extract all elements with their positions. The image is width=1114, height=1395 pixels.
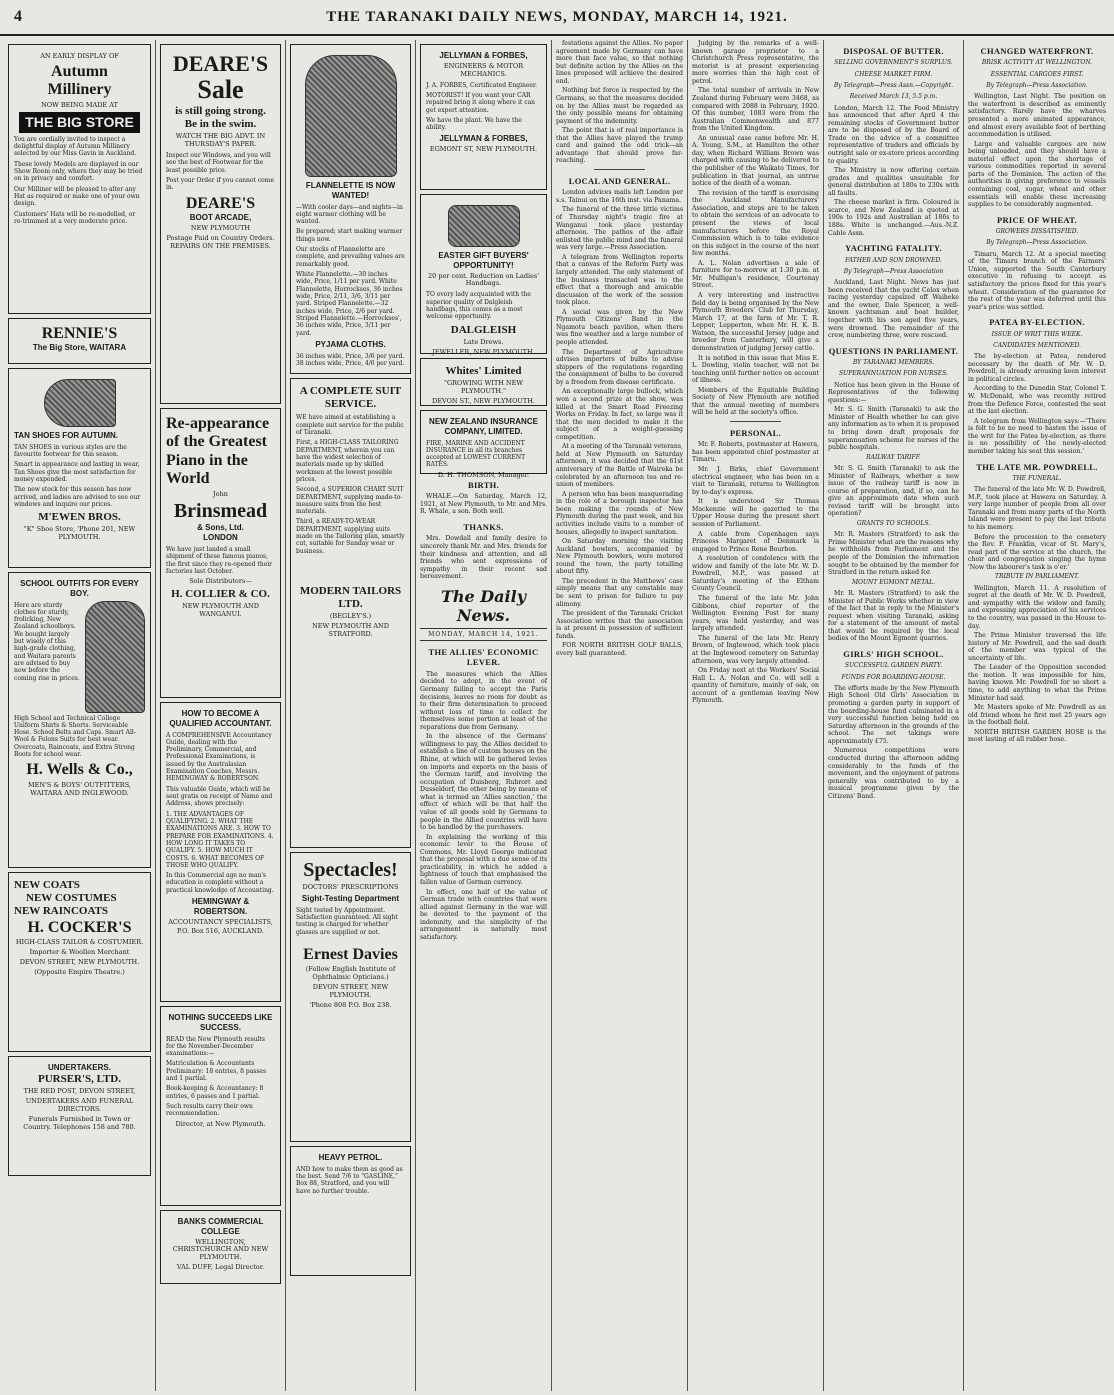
ad-spectacles (290, 852, 411, 1142)
article-headline: PATEA BY-ELECTION. (989, 317, 1085, 328)
shop-name: JELLYMAN & FORBES, (439, 134, 528, 144)
article-subheading: FATHER AND SON DROWNED. (845, 256, 942, 264)
ad-text: These lovely Models are displayed in our Show Room only, where they may be tried on in privacy and comfort. (14, 160, 143, 183)
ad-line: (Opposite Empire Theatre.) (34, 967, 125, 976)
shop-address: NEW PLYMOUTH AND STRATFORD. (312, 622, 389, 639)
ad-text: Customers' Hats will be re-modelled, or re-trimmed at a very moderate price. (14, 210, 136, 225)
shop-address: The Big Store, WAITARA (32, 343, 127, 353)
article-source: By Telegraph—Press Association (843, 267, 944, 275)
ad-text: White Flannelette.—30 inches wide, Price, 1/11 per yard. White Flannelette, Horrockses, 36 inches wide, Price, 2/11, 3/6, 3/11 per yard. Striped Flannelette.—32 inches wide, Price, 2/6 per yard. Striped Flannelette.—Horrockses', 36 inches wide, Price, 3/11 per yard. (296, 271, 403, 337)
ad-pretitle: AN EARLY DISPLAY OF (40, 52, 119, 60)
ad-brinsmead-piano (160, 408, 281, 698)
ad-line: 'Phone 808 P.O. Box 238. (309, 1001, 392, 1009)
shop-name: H. COLLIER & CO. (171, 588, 270, 601)
ad-text: WE have aimed at establishing a complete suit service for the public of Taranaki. (296, 414, 404, 436)
ad-title-2: Millinery (47, 81, 112, 99)
ad-line: UNDERTAKERS AND FUNERAL DIRECTORS. (25, 1096, 134, 1113)
ad-text: Sight tested by Appointment. Satisfaction guaranteed. All sight testing is charged for whether glasses are supplied or not. (296, 906, 398, 936)
column-6 (688, 40, 824, 1391)
ad-text: Our Milliner will be pleased to alter any Hat as required or make one of your own design. (14, 185, 140, 208)
masthead (0, 0, 1114, 36)
girls-school-body: The efforts made by the New Plymouth High School Old Girls' Association in promoting a garden party in support of the boarding-house fund culminated in a very successful function being held on Saturday afternoon in the grounds of the school. The net takings were approximately £75. Numerous competitions were conducted during the afternoon adding considerably to the funds of the movement, and the enjoyment of patrons generally was contributed to by a musical programme given by the Citizens' Band. (828, 684, 959, 800)
ad-accountancy (160, 702, 281, 1002)
article-headline: YACHTING FATALITY. (845, 243, 942, 254)
editorial-continued: festations against the Allies. No paper agreement made by Germany can have more than face value, so that nothing but definite action by the Allies on the lines proposed will achieve the desired end. Nothing but force is respected by the Germans, so that the measures decided on by the Allies must be regarded as the only possible means for obtaining payment of the indemnity. The point that is of real importance is that the Allies have played the trump card and gained the odd trick—an advantage that should prove far-reaching. (556, 40, 683, 165)
ad-line: NEW RAINCOATS (14, 905, 109, 918)
shop-address: "K" Shoe Store, 'Phone 201, NEW PLYMOUTH. (23, 525, 136, 542)
patea-body: The by-election at Patea, rendered necessary by the death of Mr. W. D. Powdrell, is already arousing keen interest in political circles. According to the Dunedin Star, Colonel T. W. McDonald, who was recently retired from the Defence Force, contested the seat at the last election. A telegram from Wellington says:—'There is felt to be no need to hasten the issue of the writ for the Patea by-election, as there is no possibility of the newly-elected member taking his seat this session.' (968, 353, 1106, 455)
article-subheading: MOUNT EGMONT METAL. (851, 578, 936, 586)
ad-text: Matriculation & Accountants Preliminary: 18 entries, 8 passes and 1 partial. (166, 1060, 267, 1083)
ad-line: ACCOUNTANCY SPECIALISTS, (168, 917, 273, 926)
article-subheading: SELLING GOVERNMENT'S SURPLUS. (834, 59, 953, 67)
article-headline: DISPOSAL OF BUTTER. (843, 46, 944, 56)
shop-address: MEN'S & BOYS' OUTFITTERS, WAITARA AND INGLEWOOD. (27, 780, 131, 797)
shop-address: JEWELLER, NEW PLYMOUTH. (432, 347, 535, 356)
ad-line: DOCTORS' PRESCRIPTIONS (302, 883, 399, 891)
ad-line: WATCH THE BIG ADVT. IN THURSDAY'S PAPER. (175, 132, 266, 149)
ad-line: D. H. THOMSON, Manager. (437, 470, 530, 479)
shop-name: PURSER'S, LTD. (37, 1072, 122, 1085)
article-headline: PERSONAL. (729, 428, 782, 438)
ad-line: is still going strong. (175, 104, 266, 117)
ad-line: Sight-Testing Department (301, 893, 400, 903)
ad-title: NOTHING SUCCEEDS LIKE SUCCESS. (168, 1013, 273, 1032)
ad-text: —With cooler days—and nights—in eight warmer clothing will be wanted. (296, 203, 403, 226)
column-4 (416, 40, 552, 1391)
shop-name: Ernest Davies (303, 945, 398, 963)
article-subheading: ISSUE OF WRIT THIS WEEK. (991, 330, 1083, 338)
section-heading: BIRTH. (467, 480, 500, 490)
ad-text: READ the New Plymouth results for the November-December examinations:— (166, 1035, 265, 1058)
local-news-body: London advices mails left London per s.s. Tainui on the 16th inst. via Panama. The funeral of the three little victims of Thursday night's tragic fire at Wanganui took place yesterday afternoon. The pathos of the affair enlisted the public mind and the funeral was very large.—Press Association. A telegram from Wellington reports that a canvas of the Reform Party was largely attended. The only statement of the business transacted was to the effect that a thorough and amicable discussion of the work of the session took place. A social was given by the New Plymouth Citizens' Band in the Ngamotu beach pavilion, when there was fine weather and a large number of people attended. The Department of Agriculture advises importers of bulbs to advise shippers of the regulations regarding the consignment of bulbs to be covered by a freedom from disease certificate. An exceptionally large bullock, which won a second prize at the show, was killed at the Smart Road Freezing Works on Friday. In fact, so large was it that the men decided to make it the subject of a weight-guessing competition. At a meeting of the Taranaki veterans, held at New Plymouth on Saturday afternoon, it was decided that the 61st anniversary of the Battle of Waireka be celebrated by an afternoon tea and re-union of members. A person who has been masquerading in the role of a borough inspector has been making the rounds of New Plymouth during the past week, and his activities include visits to a number of houses, allegedly to inspect sanitation. On Saturday morning the visiting Auckland bowlers, accompanied by New Plymouth bowlers, were motored round the town, the party totalling about fifty. The precedent in the Matthews' case simply means that any constable may be sent to prison for failure to pay alimony. The president of the Taranaki Cricket Association writes that the association is at present in possession of sufficient funds. FOR NORTH BRITISH GOLF BALLS, every ball guaranteed. (556, 189, 683, 657)
ad-text: The new stock for this season has now arrived, and ladies are advised to see our windows and inquire our prices. (14, 486, 141, 508)
waterfront-body: Wellington, Last Night. The position on the waterfront is described as eminently satisfactory. Rarely have the wharves presented a more animated appearance, and almost every available foot of berthing accommodation is utilised. Large and valuable cargoes are now being unloaded, and they should have a material effect upon the shortage of various commodities reported in several parts of the Dominion. The action of the authorities in giving preference to vessels containing coal, sugar, wheat and other essentials will enable these increasing supplies to be considerably augmented. (968, 93, 1106, 209)
article-subheading: TRIBUTE IN PARLIAMENT. (995, 573, 1079, 581)
shop-address: NEW PLYMOUTH (190, 223, 251, 232)
ad-text: Such results carry their own recommendation. (166, 1103, 253, 1118)
article-source: By Telegraph—Press Association. (986, 81, 1088, 89)
article-subheading: CANDIDATES MENTIONED. (993, 341, 1081, 349)
ad-text: AND how to make them as good as the best. Send 7/6 to "GASLINE," Box 88, Stratford, and you will have no further trouble. (296, 1165, 403, 1195)
shop-name: H. COCKER'S (27, 918, 132, 936)
article-subheading: CHEESE MARKET FIRM. (854, 70, 933, 78)
shop-name: DALGLEISH (450, 323, 517, 336)
notice-thanks: Mrs. Dowdall and family desire to sincerely thank Mr. and Mrs. friends for their kindness and attention, and all friends who sent expressions of sympathy in their recent sad bereavement. (420, 535, 547, 581)
ad-easter-handbags (420, 194, 547, 354)
newspaper-nameplate: The Daily News. (441, 586, 526, 626)
column-7: DISPOSAL OF BUTTER. SELLING GOVERNMENT'S SURPLUS. CHEESE MARKET FIRM. By Telegraph—Press Assn.—Copyright. Received March 13, 5.5 p.m. London, March 12. The Food Ministry has announced that after April 4 the remaining stocks of Government butter are to be disposed of by the Board of Trade on the advice of a committee representative of traders and officials by outright sale or ex-store prices according to quality. The Ministry is now offering certain grades and qualities unsuitable for general distribution at 180s to 230s with all faults. The cheese market is firm. Coloured is scarce, and New Zealand is quoted at 190s to 192s and Australian at 186s to 188s. White is unchanged.—Aus.-N.Z. Cable Assn. YACHTING FATALITY. FATHER AND SON DROWNED. By Telegraph—Press Association Auckland, Last Night. News has just been received that the yacht Celox when racing yesterday capsized off Waiheke and the owner, Dale Spencer, a well-known yachtsman and boat builder, together with his son aged five years, were drowned. The remainder of the crew, numbering three, were rescued. QUESTIONS IN PARLIAMENT. BY TARANAKI MEMBERS. SUPERANNUATION FOR NURSES. Notice has been given in the House of Representatives of the following questions:— Mr. S. G. Smith (Taranaki) to ask the Minister of Health whether he can give any information as to when it is proposed to bring down draft proposals for superannuation scheme for nurses of the public hospitals. RAILWAY TARIFF. Mr. S. G. Smith (Taranaki) to ask the Minister of Railways, whether a new issue of the railway tariff is now in course of preparation, and, if so, can he give an approximate date when such revised tariff will be brought into operation? GRANTS TO SCHOOLS. Mr. R. Masters (Stratford) to ask the Prime Minister what are the reasons why he withholds from Parliament and the people of the Dominion the information sought to be obtained by the member for Stratford in the return asked for. MOUNT EGMONT METAL. Mr. R. Masters (Stratford) to ask the Minister of Public Works whether in view of the fact that in reply to the Minister's request when visiting Taranaki, asking for a statement of the amount of metal that would be required by the local bodies of the Mount Egmont quarries. GIRLS' HIGH SCHOOL. SUCCESSFUL GARDEN PARTY. FUNDS FOR BOARDING-HOUSE. The efforts made by the New Plymouth High School Old Girls' Association in promoting a garden party in support of the boarding-house fund culminated in a very successful function being held on Saturday afternoon in the grounds of the school. The net takings were approximately £75. Numerous competitions were conducted during the afternoon adding considerably to the funds of the movement, and the enjoyment of patrons generally was contributed to by a musical programme given by the Citizens' Band. (824, 40, 964, 1391)
ad-title: TAN SHOES FOR AUTUMN. (14, 431, 118, 440)
column-1 (4, 40, 156, 1391)
shop-address: NEW PLYMOUTH AND WANGANUI. (182, 602, 259, 619)
ad-line: Funerals Furnished in Town or Country. Telephones 158 and 780. (23, 1114, 136, 1131)
article-subheading: GRANTS TO SCHOOLS. (856, 519, 931, 527)
editorial-body: The measures which the Allies decided to adopt, in the event of Germany failing to accept the Paris decisions, leaves no room for doubt as to their firm determination to proceed without loss of time to collect for themselves some portion at least of the reparations due from Germany. In the absence of the Germans' willingness to pay, the Allies decided to establish a line of custom houses on the Rhine, at which will be gathered levies on imports and exports on the basis of the German tariff, and involving the occupation of Duisberg, Ruhrort and Dusseldorf, the other being by means of what is termed an 'Allies sanction,' the effect of which will be that half the value of all goods sold by Germans to people in the Allied countries will have to be handled by the purchasers. In explaining the working of this economic lever to the House of Commons, Mr. Lloyd George indicated that the proposal with a due sense of its practicability, in which he added a lightness of touch that emphasised the fallen value of German currency. In effect, one half of the value of German trade with countries that were allied against Germany in the war will be devoted to the payment of the indemnity, and the simplicity of the arrangement is naturally most satisfactory. (420, 670, 547, 941)
ad-line: (Fellow English Institute of Ophthalmic Opticians.) (305, 965, 396, 982)
ad-title: SCHOOL OUTFITS FOR EVERY BOY. (20, 579, 139, 598)
article-source: Received March 13, 5.5 p.m. (849, 93, 938, 101)
ad-line: (BEGLEY'S.) (329, 612, 372, 621)
shop-name: RENNIE'S (41, 325, 118, 342)
shop-name: M'EWEN BROS. (38, 511, 121, 524)
ad-autumn-millinery (8, 44, 151, 314)
section-heading: THANKS. (463, 522, 504, 533)
shop-address: WELLINGTON, CHRISTCHURCH AND NEW PLYMOUTH. (172, 1237, 269, 1262)
ad-rennies (8, 318, 151, 364)
ad-text: Here are sturdy clothes for sturdy, frolicking, New Zealand schoolboys. We bought largely but wisely of this high-grade clothing, and Waitara parents are advised to buy now before the coming rise in prices. (14, 601, 80, 682)
article-subheading: BRISK ACTIVITY AT WELLINGTON. (981, 59, 1093, 67)
ad-title: UNDERTAKERS. (48, 1063, 111, 1072)
ad-insurance (420, 410, 547, 479)
shop-address: DEVON STREET, NEW PLYMOUTH. (312, 983, 389, 1000)
article-subheading: SUCCESSFUL GARDEN PARTY. (844, 662, 943, 670)
divider (594, 169, 645, 170)
shop-name: DEARE'S (185, 194, 256, 212)
ad-title-2: Sale (197, 75, 244, 105)
ad-line: Sole Distributors— (189, 577, 252, 586)
dateline: MONDAY, MARCH 14, 1921. (420, 628, 547, 641)
ad-line: HIGH-CLASS TAILOR & COSTUMIER. (15, 937, 144, 946)
ad-title: DEARE'S (172, 51, 269, 76)
ad-success (160, 1006, 281, 1206)
ad-title: Re-appearance of the Greatest Piano in the World (166, 415, 270, 488)
shop-address: DEVON STREET, NEW PLYMOUTH. (19, 957, 140, 966)
shoe-illustration-icon (44, 379, 116, 427)
personal-body: Mr. F. Roberts, postmaster at Hawera, has been appointed chief postmaster at Timaru. Mr. J. Birks, chief Government electrical engineer, who has been on a visit to Taranaki, returns to Wellington by to-day's express. It is understood Sir Thomas Mackenzie will be gazetted to the Upper House during the present short session of Parliament. A cable from Copenhagen says Princess Margaret of Denmark is engaged to Prince Rene Bourbon. A resolution of condolence with the widow and family of the late Mr. W. D. Powdrell, M.P., was passed at Saturday's meeting of the Eltham County Council. The funeral of the late Mr. John Gibbons, chief reporter of the Wellington Evening Post for many years, was held yesterday, and was largely attended. The funeral of the late Mr. Henry Brown, of Inglewood, which took place at the Inglewood cemetery on Saturday afternoon, was very largely attended. On Friday next at the Workers' Social Hall L. A. Nolan and Co. will sell a quantity of furniture, mainly of oak, on account of a gentleman leaving New Plymouth. (692, 441, 819, 705)
brand-name: Brinsmead (173, 500, 268, 523)
ad-text: A COMPREHENSIVE Accountancy Guide, dealing with the Preliminary, Commercial, and Professional Examinations, is issued by the Australasian Examination Coaches, Messrs. HEMINGWAY & ROBERTSON. (166, 731, 272, 783)
shop-name: HEMINGWAY & ROBERTSON. (191, 897, 250, 916)
ad-banks-college (160, 1210, 281, 1284)
page-number: 4 (14, 8, 23, 26)
article-headline: THE LATE MR. POWDRELL. (976, 461, 1098, 472)
ad-text: We have just landed a small shipment of these famous pianos, the first since they re-opened their factories last October. (166, 545, 273, 575)
ad-school-outfits (8, 572, 151, 868)
ad-line: Late Drews. (463, 337, 504, 346)
ad-title: BANKS COMMERCIAL COLLEGE (177, 1217, 264, 1236)
ad-text: TAN SHOES in various styles are the favourite footwear for this season. (14, 443, 127, 459)
article-headline: GIRLS' HIGH SCHOOL. (843, 648, 944, 659)
ad-text: Book-keeping & Accountancy: 8 entries, 6 passes and 1 partial. (166, 1085, 264, 1100)
ad-text: 1. THE ADVANTAGES OF QUALIFYING. 2. WHAT THE EXAMINATIONS ARE. 3. HOW TO PREPARE FOR EXAMINATIONS. 4. HOW LONG IT TAKES TO QUALIFY. 5. HOW MUCH IT COSTS. 6. WHAT BECOMES OF THOSE WHO QUALIFY. (166, 810, 274, 869)
wheat-body: Timaru, March 12. At a special meeting of the Timaru branch of the Farmers' Union, supported the South Canterbury executive in refusing to accept as satisfactory the prices fixed for this year's wheat. Consideration of the guarantee for the rest of the year was deferred until this year's price was settled. (968, 250, 1106, 311)
ad-line: Be in the swim. (184, 118, 257, 131)
ad-text: Post your Order if you cannot come in. (166, 177, 275, 192)
ad-line: NOW BEING MADE AT (41, 100, 118, 109)
article-headline: PRICE OF WHEAT. (997, 214, 1077, 225)
article-subheading: GROWERS DISSATISFIED. (995, 228, 1079, 236)
article-subheading: FUNDS FOR BOARDING-HOUSE. (841, 673, 946, 681)
ad-text: Third, a READY-TO-WEAR DEPARTMENT, supplying suits made on the Tailoring plan, smartly cut, suitable for Sunday wear or business. (296, 518, 405, 555)
ad-flannelette (290, 44, 411, 374)
ad-title: A COMPLETE SUIT SERVICE. (299, 385, 402, 411)
ad-line: PYJAMA CLOTHS. (315, 339, 386, 349)
ad-title: FLANNELETTE IS NOW WANTED! (305, 181, 396, 200)
column-8 (964, 40, 1110, 1391)
column-5 (552, 40, 688, 1391)
article-headline: CHANGED WATERFRONT. (980, 46, 1094, 56)
columns (4, 40, 1110, 1391)
ad-line: 20 per cent. Reduction on Ladies' Handbags. (427, 271, 540, 288)
questions-body: Notice has been given in the House of Representatives of the following questions:— Mr. S. G. Smith (Taranaki) to ask the Minister of Health whether he can give any information as to when it is proposed to bring down draft proposals for superannuation scheme for nurses of the public hospitals. (828, 381, 959, 452)
shop-address: THE RED POST, DEVON STREET, (23, 1086, 136, 1095)
shop-name: Whites' Limited (445, 365, 522, 377)
shop-address: P.O. Box 516, AUCKLAND. (177, 927, 264, 936)
ad-line: Importer & Woollen Merchant (29, 947, 130, 956)
column-2 (156, 40, 286, 1391)
ad-title: EASTER GIFT BUYERS' OPPORTUNITY! (438, 251, 529, 270)
ad-text: High School and Technical College Uniform Shirts & Shorts. Serviceable Hose. School Belts and Caps. Smart All-Wool & Felons Suits for best wear. Overcoats, Raincoats, and Extra Strong Boots for school wear. (14, 714, 136, 759)
ad-line: John (213, 489, 228, 498)
ad-line: NEW COATS (14, 879, 80, 891)
ad-text: You are cordially invited to inspect a delightful display of Autumn Millinery selected by our Miss Gavin in Auckland. (14, 135, 137, 158)
ad-cocker (8, 872, 151, 1052)
ad-whites-limited (420, 358, 547, 406)
ad-line: Postage Paid on Country Orders. REPAIRS ON THE PREMISES. (166, 233, 275, 250)
ad-text: FIRE, MARINE AND ACCIDENT INSURANCE in all its branches accepted at LOWEST CURRENT RATES. (426, 439, 526, 469)
article-headline: QUESTIONS IN PARLIAMENT. (828, 345, 959, 356)
funeral-body: The funeral of the late Mr. W. D. Powdrell, M.P., took place at Hawera on Saturday. A very large number of people from all over Taranaki and from many parts of the North Island were present to pay the last tribute to his memory. Before the procession to the cemetery the Rev. F. Franklin, vicar of St. Mary's, read part of the service at the church, the choir and congregation singing the hymn 'Now the labourer's task is o'er.' (968, 486, 1106, 571)
ad-tan-shoes (8, 368, 151, 568)
ad-title: HOW TO BECOME A QUALIFIED ACCOUNTANT. (169, 709, 272, 728)
handbag-illustration-icon (448, 205, 520, 247)
ad-text: J. A. FORBES, Certificated Engineer. (426, 81, 538, 89)
shop-name: MODERN TAILORS LTD. (299, 585, 402, 611)
lady-illustration-icon (305, 55, 397, 177)
ad-title: NEW ZEALAND INSURANCE COMPANY, LIMITED. (429, 417, 538, 436)
shop-address: DEVON ST., NEW PLYMOUTH. (432, 397, 535, 406)
article-subheading: BY TARANAKI MEMBERS. (852, 359, 935, 367)
local-news-continued: Judging by the remarks of a well-known garage proprietor to a Christchurch Press representative, the motorist is at present experiencing more worries than the high cost of petrol. The total number of arrivals in New Zealand during February were 3468, as compared with 2088 in February, 1920. Of this number, 1083 were from the Australian Commonwealth and 877 from the United Kingdom. An unusual case came before Mr. H. A. Young, S.M., at Hamilton the other day, when Richard William Brown was charged with causing to be delivered to the publisher of the Waikato Times, for publication in that journal, an untrue notice of the death of a woman. The revision of the tariff is exercising the Auckland Manufacturers' Association, and steps are to be taken to obtain the services of an advocate to present the views of local manufacturers before the Royal Commission which is to take evidence on this subject in the course of the next few months. A. L. Nolan advertises a sale of furniture for to-morrow at 1.30 p.m. at Mr. Mulligan's residence, Courtenay Street. A very interesting and instructive field day is being organised by the New Plymouth Breeders' Club for Thursday, March 17, at the farm of Mr. T. R. Lepper, Lepperton, when Mr. H. K. B. Watson, the successful Jersey judge and breeder from Canterbury, will give a demonstration of judging Jersey cattle. It is notified in this issue that Miss E. L. Dowling, violin teacher, will not be teaching until further notice on account of illness. Members of the Equitable Building Society of New Plymouth are notified that the annual meeting of members will be held at the society's office. (692, 40, 819, 417)
yacht-body: Auckland, Last Night. News has just been received that the yacht Celox when racing yesterday capsized off Waiheke and the owner, Dale Spencer, a well-known yachtsman and boat builder, together with his son aged five years, were drowned. The remainder of the crew, numbering three, were rescued. (828, 279, 959, 340)
article-source: By Telegraph—Press Assn.—Copyright. (833, 81, 954, 89)
ad-text: This valuable Guide, which will be sent gratis on receipt of Name and Address, shows precisely: (166, 785, 273, 808)
tribute-body: Wellington, March 11. A resolution of regret at the death of Mr. W. D. Powdrell, and sympathy with the widow and family, and expressing appreciation of his services to the country, was passed in the House to-day. The Prime Minister traversed the life history of Mr. Powdrell, and the sad death of the member was typical of the uncertainty of life. The Leader of the Opposition seconded the motion. It was impossible for him, having known Mr. Powdrell for so short a time, to add anything to what the Prime Minister had said. Mr. Masters spoke of Mr. Powdrell as an old friend whom he first met 25 years ago in the football field. NORTH BRITISH GARDEN HOSE is the most lasting of all rubber hose. (968, 584, 1106, 744)
ad-line: NEW COSTUMES (26, 892, 117, 905)
ad-text: We have the plant. We have the ability. (426, 116, 522, 132)
ad-heavy-petrol (290, 1146, 411, 1276)
divider (730, 421, 781, 422)
ad-modern-tailors (290, 378, 411, 848)
ad-text: TO every lady acquainted with the superior quality of Dalgleish handbags, this comes as a most welcome opportunity. (426, 291, 531, 321)
ad-line: ENGINEERS & MOTOR MECHANICS. (443, 61, 524, 78)
article-headline: THE ALLIES' ECONOMIC LEVER. (428, 647, 539, 668)
article-subheading: THE FUNERAL. (1012, 474, 1062, 482)
ad-text: Our stocks of Flannelette are complete, and prevailing values are remarkably good. (296, 246, 405, 268)
ad-undertakers (8, 1056, 151, 1176)
article-subheading: RAILWAY TARIFF. (866, 453, 921, 461)
ad-line: VAL DUFF, Legal Director. (176, 1263, 265, 1272)
ad-text: MOTORIST! If you want your CAR repaired bring it along where it can get expert attention. (426, 91, 536, 114)
ad-text: In this Commercial age no man's education is complete without a practical knowledge of Accounting. (166, 872, 274, 894)
ad-text: Second, a SUPERIOR CHART SUIT DEPARTMENT, supplying made-to-measure suits from the best materials. (296, 486, 404, 516)
butter-body: London, March 12. The Food Ministry has announced that after April 4 the remaining stocks of Government butter are to be disposed of by the Board of Trade on the advice of a committee representative of traders and officials by outright sale or ex-store prices according to quality. The Ministry is now offering certain grades and qualities unsuitable for general distribution at 180s to 230s with all faults. The cheese market is firm. Coloured is scarce, and New Zealand is quoted at 190s to 192s and Australian at 186s to 188s. White is unchanged.—Aus.-N.Z. Cable Assn. (828, 104, 959, 237)
ad-text: Inspect our Windows, and you will see the best of Footwear for the least possible price. (166, 152, 271, 174)
masthead-title: THE TARANAKI DAILY NEWS, MONDAY, MARCH 14, 1921. (326, 8, 788, 25)
ad-line: & Sons, Ltd. (197, 523, 244, 533)
article-headline: LOCAL AND GENERAL. (568, 176, 671, 186)
shop-address: EGMONT ST, NEW PLYMOUTH. (429, 145, 538, 154)
ad-jellyman-forbes (420, 44, 547, 190)
ad-text: Smart in appearance and lasting in wear, Tan Shoes give the most satisfaction for money expended. (14, 461, 140, 483)
notice-birth: WHALE.—On Saturday, March 12, 1921, at New Plymouth, to Mr. and Mrs. R. Whale, a son. Both well. (420, 493, 547, 516)
shop-name: H. Wells & Co., (26, 761, 133, 779)
ad-line: BOOT ARCADE, (189, 213, 252, 223)
ad-title: Spectacles! (303, 859, 398, 881)
ad-text: First, a HIGH-CLASS TAILORING DEPARTMENT, wherein you can have the widest selection of materials made up by skilled workmen at the lowest possible prices. (296, 439, 399, 483)
schoolboy-illustration-icon (85, 601, 145, 713)
ad-text: Be prepared; start making warmer things now. (296, 228, 403, 243)
ad-text: 36 inches wide, Price, 3/6 per yard. 38 inches wide, Price, 4/6 per yard. (296, 352, 405, 367)
article-subheading: ESSENTIAL CARGOES FIRST. (990, 70, 1084, 78)
article-subheading: SUPERANNUATION FOR NURSES. (839, 370, 948, 378)
store-logo: THE BIG STORE (19, 112, 140, 133)
ad-title: JELLYMAN & FORBES, (439, 51, 528, 60)
article-source: By Telegraph—Press Association. (986, 239, 1088, 247)
ad-line: Director, at New Plymouth. (175, 1119, 266, 1128)
column-3 (286, 40, 416, 1391)
ad-deares-sale (160, 44, 281, 404)
ad-line: "GROWING WITH NEW PLYMOUTH." (443, 379, 524, 396)
ad-line: LONDON (203, 533, 238, 543)
ad-title: Autumn (51, 62, 108, 80)
ad-title: HEAVY PETROL. (318, 1153, 383, 1162)
